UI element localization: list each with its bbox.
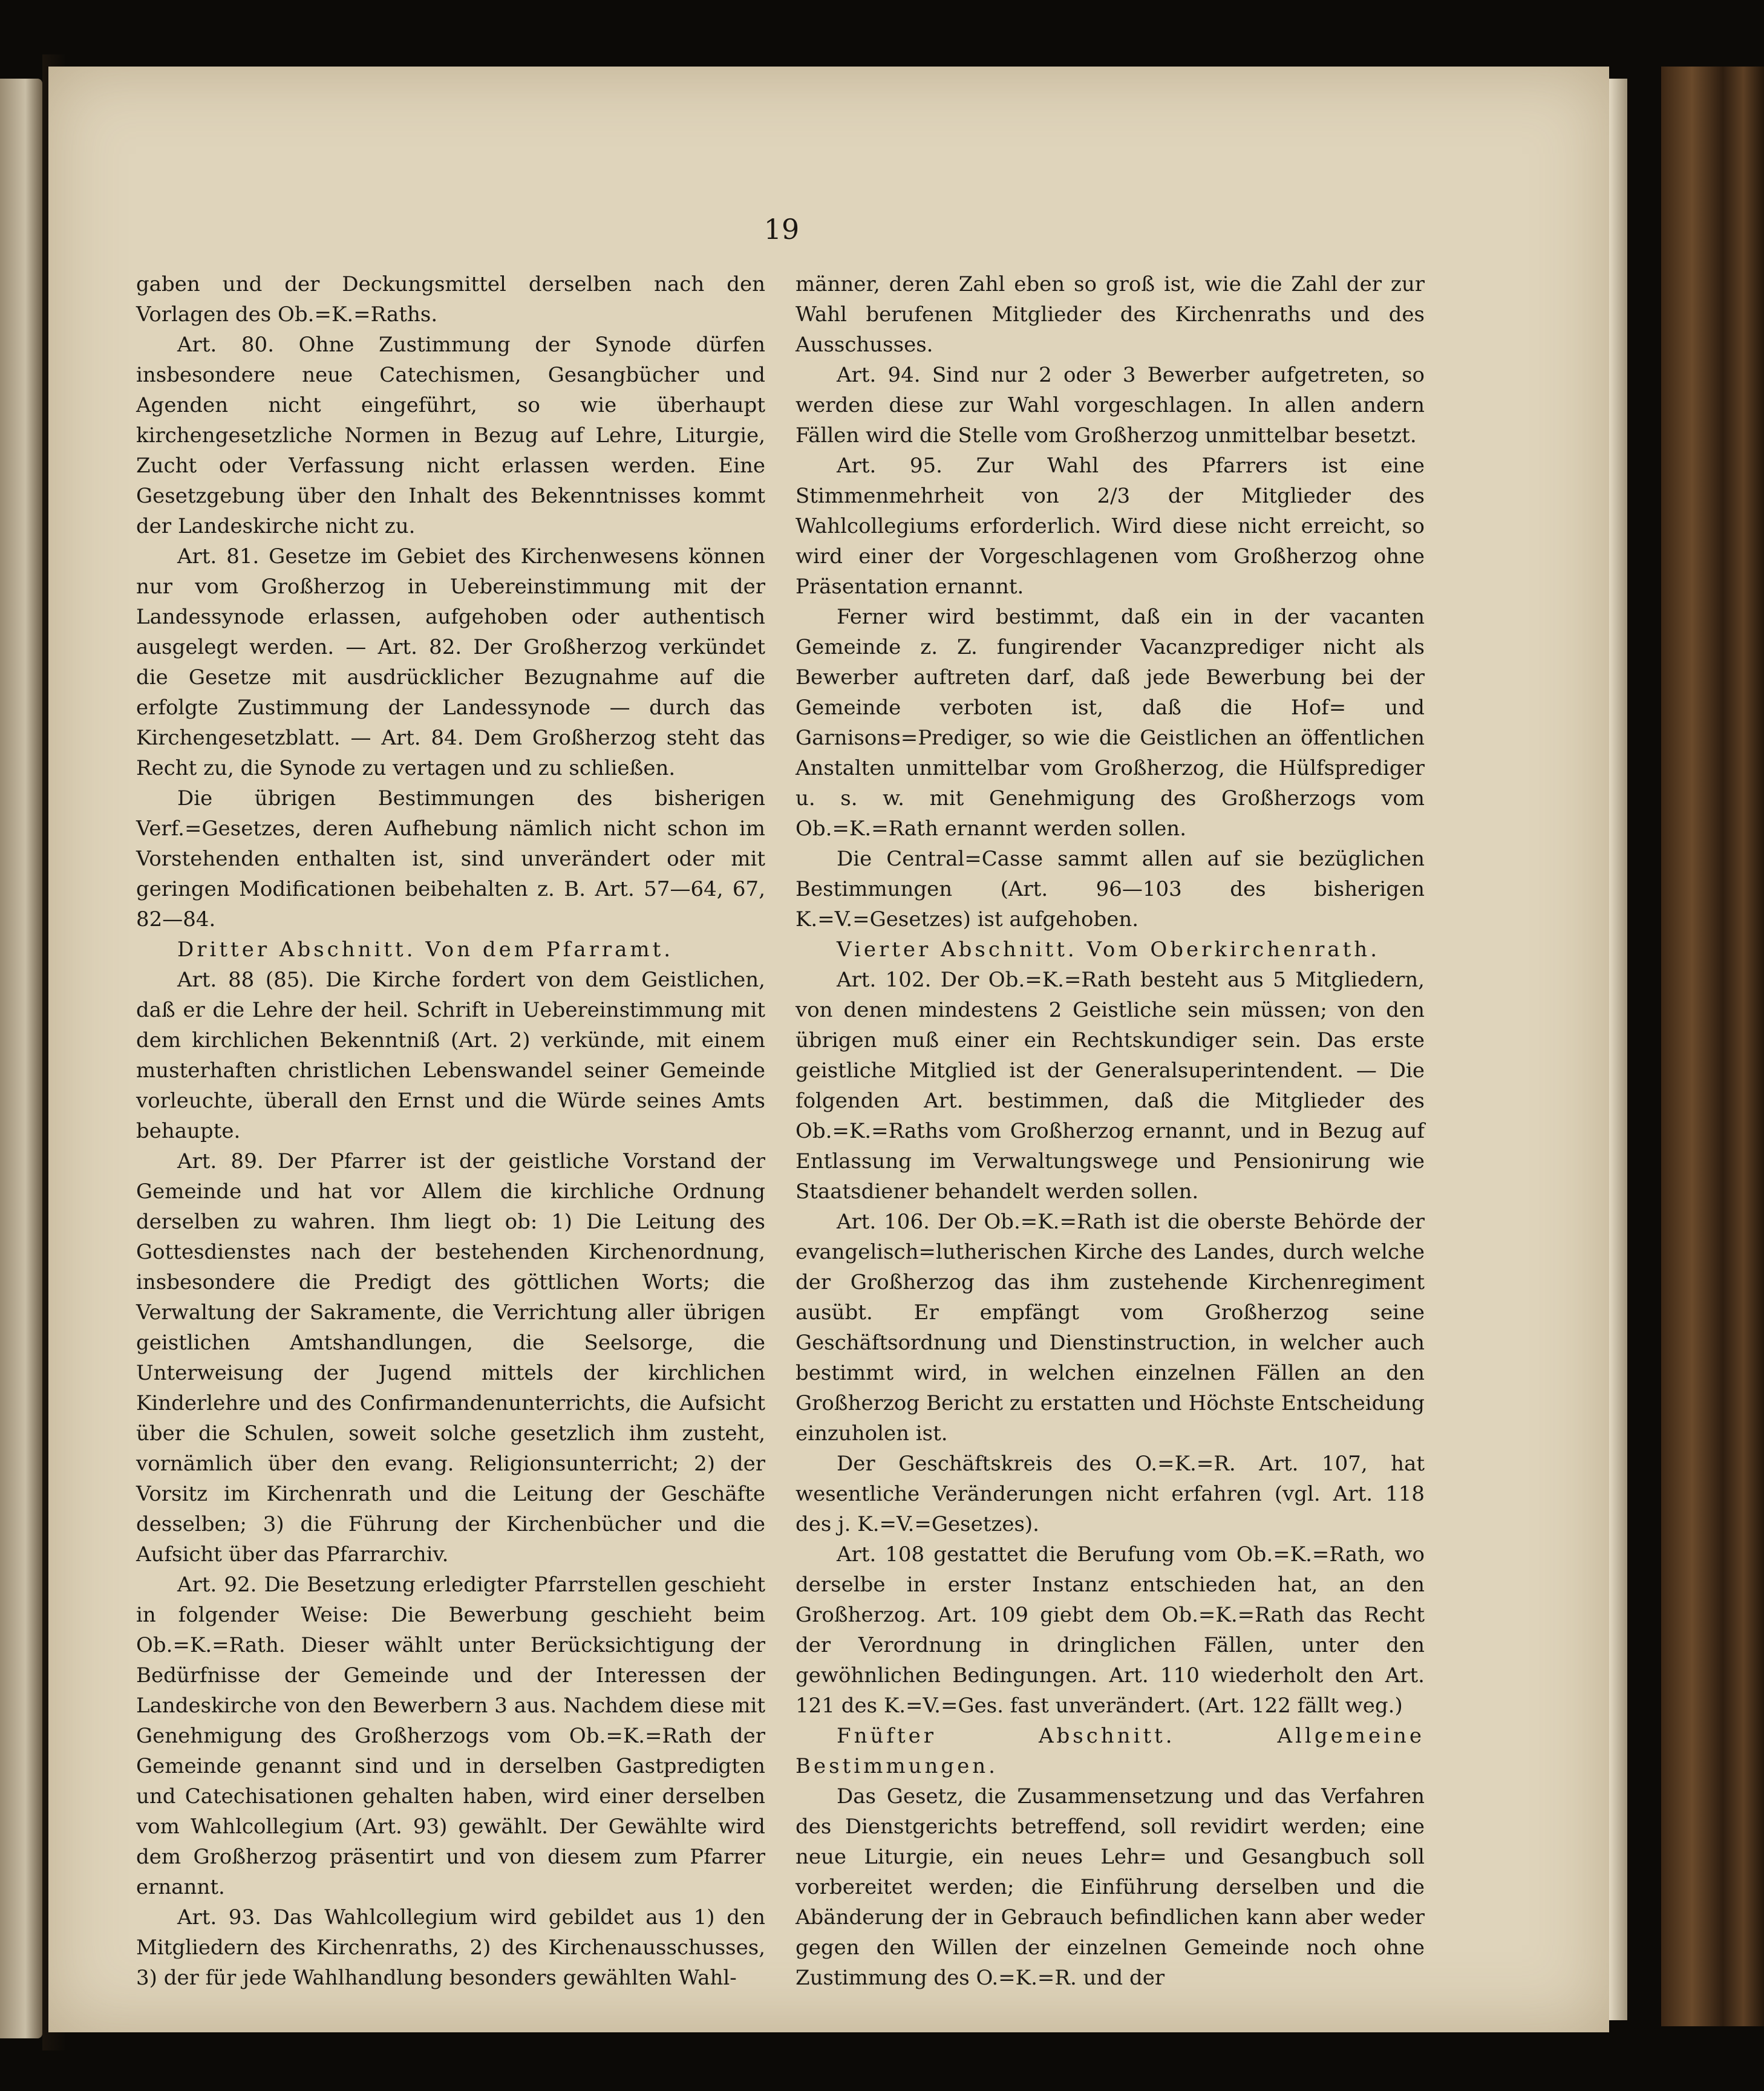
- paragraph: Der Geschäftskreis des O.=K.=R. Art. 107, hat wesentliche Veränderungen nicht erfahren (vgl. Art. 118 des j. K.=V.=Gesetzes).: [795, 1452, 1425, 1536]
- paragraph: Art. 92. Die Besetzung erledigter Pfarrstellen geschieht in folgender Weise: Die Bewerbung geschieht beim Ob.=K.=Rath. Dieser wählt unter Berücksichtigung der Bedürfnisse der Gemeinde und der Interessen der Landeskirche von den Bewerbern 3 aus. Nachdem diese mit Genehmigung des Großherzogs vom Ob.=K.=Rath der Gemeinde genannt sind und in derselben Gastpredigten und Catechisationen gehalten haben, wird einer derselben vom Wahlcollegium (Art. 93) gewählt. Der Gewählte wird dem Großherzog präsentirt und von diesem zum Pfarrer ernannt.: [136, 1573, 765, 1899]
- paragraph: Art. 102. Der Ob.=K.=Rath besteht aus 5 Mitgliedern, von denen mindestens 2 Geistliche sein müssen; von den übrigen muß einer ein Rechtskundiger sein. Das erste geistliche Mitglied ist der Generalsuperintendent. — Die folgenden Art. bestimmen, daß die Mitglieder des Ob.=K.=Raths vom Großherzog ernannt, und in Bezug auf Entlassung im Verwaltungswege und Pensionirung wie Staatsdiener behandelt werden sollen.: [795, 968, 1425, 1204]
- paragraph: Art. 88 (85). Die Kirche fordert von dem Geistlichen, daß er die Lehre der heil. Schrift in Uebereinstimmung mit dem kirchlichen Bekenntniß (Art. 2) verkünde, mit einem musterhaften christlichen Lebenswandel seiner Gemeinde vorleuchte, überall den Ernst und die Würde seines Amts behaupte.: [136, 968, 765, 1143]
- paragraph: Ferner wird bestimmt, daß ein in der vacanten Gemeinde z. Z. fungirender Vacanzprediger nicht als Bewerber auftreten darf, daß jede Bewerbung bei der Gemeinde verboten ist, daß die Hof= und Garnisons=Prediger, so wie die Geistlichen an öffentlichen Anstalten unmittelbar vom Großherzog, die Hülfsprediger u. s. w. mit Genehmigung des Großherzogs vom Ob.=K.=Rath ernannt werden sollen.: [795, 605, 1425, 841]
- adjacent-page-edge: [0, 79, 42, 2038]
- paragraph: Die Central=Casse sammt allen auf sie bezüglichen Bestimmungen (Art. 96—103 des bisherigen K.=V.=Gesetzes) ist aufgehoben.: [795, 847, 1425, 931]
- paragraph: Die übrigen Bestimmungen des bisherigen Verf.=Gesetzes, deren Aufhebung nämlich nicht schon im Vorstehenden enthalten ist, sind unverändert oder mit geringen Modificationen beibehalten z. B. Art. 57—64, 67, 82—84.: [136, 786, 765, 931]
- paragraph: Art. 95. Zur Wahl des Pfarrers ist eine Stimmenmehrheit von 2/3 der Mitglieder des Wahlcollegiums erforderlich. Wird diese nicht erreicht, so wird einer der Vorgeschlagenen vom Großherzog ohne Präsentation ernannt.: [795, 454, 1425, 599]
- paragraph: Art. 81. Gesetze im Gebiet des Kirchenwesens können nur vom Großherzog in Uebereinstimmung mit der Landessynode erlassen, aufgehoben oder authentisch ausgelegt werden. — Art. 82. Der Großherzog verkündet die Gesetze mit ausdrücklicher Bezugnahme auf die erfolgte Zustimmung der Landessynode — durch das Kirchengesetzblatt. — Art. 84. Dem Großherzog steht das Recht zu, die Synode zu vertagen und zu schließen.: [136, 544, 765, 780]
- paragraph: Das Gesetz, die Zusammensetzung und das Verfahren des Dienstgerichts betreffend, soll revidirt werden; eine neue Liturgie, ein neues Lehr= und Gesangbuch soll vorbereitet werden; die Einführung derselben und die Abänderung der in Gebrauch befindlichen kann aber weder gegen den Willen der einzelnen Gemeinde noch ohne Zustimmung des O.=K.=R. und der: [795, 1784, 1425, 1990]
- page-number: 19: [763, 213, 800, 246]
- paragraph: Art. 80. Ohne Zustimmung der Synode dürfen insbesondere neue Catechismen, Gesangbücher und Agenden nicht eingeführt, so wie überhaupt kirchengesetzliche Normen in Bezug auf Lehre, Liturgie, Zucht oder Verfassung nicht erlassen werden. Eine Gesetzgebung über den Inhalt des Bekenntnisses kommt der Landeskirche nicht zu.: [136, 333, 765, 538]
- paragraph: gaben und der Deckungsmittel derselben nach den Vorlagen des Ob.=K.=Raths.: [136, 272, 765, 327]
- paragraph: männer, deren Zahl eben so groß ist, wie die Zahl der zur Wahl berufenen Mitglieder des Kirchenraths und des Ausschusses.: [795, 272, 1425, 357]
- left-text-column: [136, 269, 765, 1993]
- paragraph: Art. 108 gestattet die Berufung vom Ob.=K.=Rath, wo derselbe in erster Instanz entschieden hat, an den Großherzog. Art. 109 giebt dem Ob.=K.=Rath das Recht der Verordnung in dringlichen Fällen, unter den gewöhnlichen Bedingungen. Art. 110 wiederholt den Art. 121 des K.=V.=Ges. fast unverändert. (Art. 122 fällt weg.): [795, 1542, 1425, 1718]
- right-text-column: [795, 269, 1425, 1993]
- paragraph: Art. 106. Der Ob.=K.=Rath ist die oberste Behörde der evangelisch=lutherischen Kirche des Landes, durch welche der Großherzog das ihm zustehende Kirchenregiment ausübt. Er empfängt vom Großherzog seine Geschäftsordnung und Dienstinstruction, in welcher auch bestimmt wird, in welchen einzelnen Fällen an den Großherzog Bericht zu erstatten und Höchste Entscheidung einzuholen ist.: [795, 1210, 1425, 1446]
- section-heading: Fnüfter Abschnitt. Allgemeine Bestimmungen.: [795, 1724, 1425, 1778]
- paragraph: Art. 93. Das Wahlcollegium wird gebildet aus 1) den Mitgliedern des Kirchenraths, 2) des Kirchenausschusses, 3) der für jede Wahlhandlung besonders gewählten Wahl-: [136, 1905, 765, 1990]
- book-cover-board: [1661, 67, 1764, 2026]
- paragraph: Art. 94. Sind nur 2 oder 3 Bewerber aufgetreten, so werden diese zur Wahl vorgeschlagen. In allen andern Fällen wird die Stelle vom Großherzog unmittelbar besetzt.: [795, 363, 1425, 448]
- paragraph: Art. 89. Der Pfarrer ist der geistliche Vorstand der Gemeinde und hat vor Allem die kirchliche Ordnung derselben zu wahren. Ihm liegt ob: 1) Die Leitung des Gottesdienstes nach der bestehenden Kirchenordnung, insbesondere die Predigt des göttlichen Worts; die Verwaltung der Sakramente, die Verrichtung aller übrigen geistlichen Amtshandlungen, die Seelsorge, die Unterweisung der Jugend mittels der kirchlichen Kinderlehre und des Confirmandenunterrichts, die Aufsicht über die Schulen, soweit solche gesetzlich ihm zusteht, vornämlich über den evang. Religionsunterricht; 2) der Vorsitz im Kirchenrath und die Leitung der Geschäfte desselben; 3) die Führung der Kirchenbücher und die Aufsicht über das Pfarrarchiv.: [136, 1149, 765, 1567]
- section-heading: Dritter Abschnitt. Von dem Pfarramt.: [177, 938, 674, 962]
- section-heading: Vierter Abschnitt. Vom Oberkirchenrath.: [837, 938, 1380, 962]
